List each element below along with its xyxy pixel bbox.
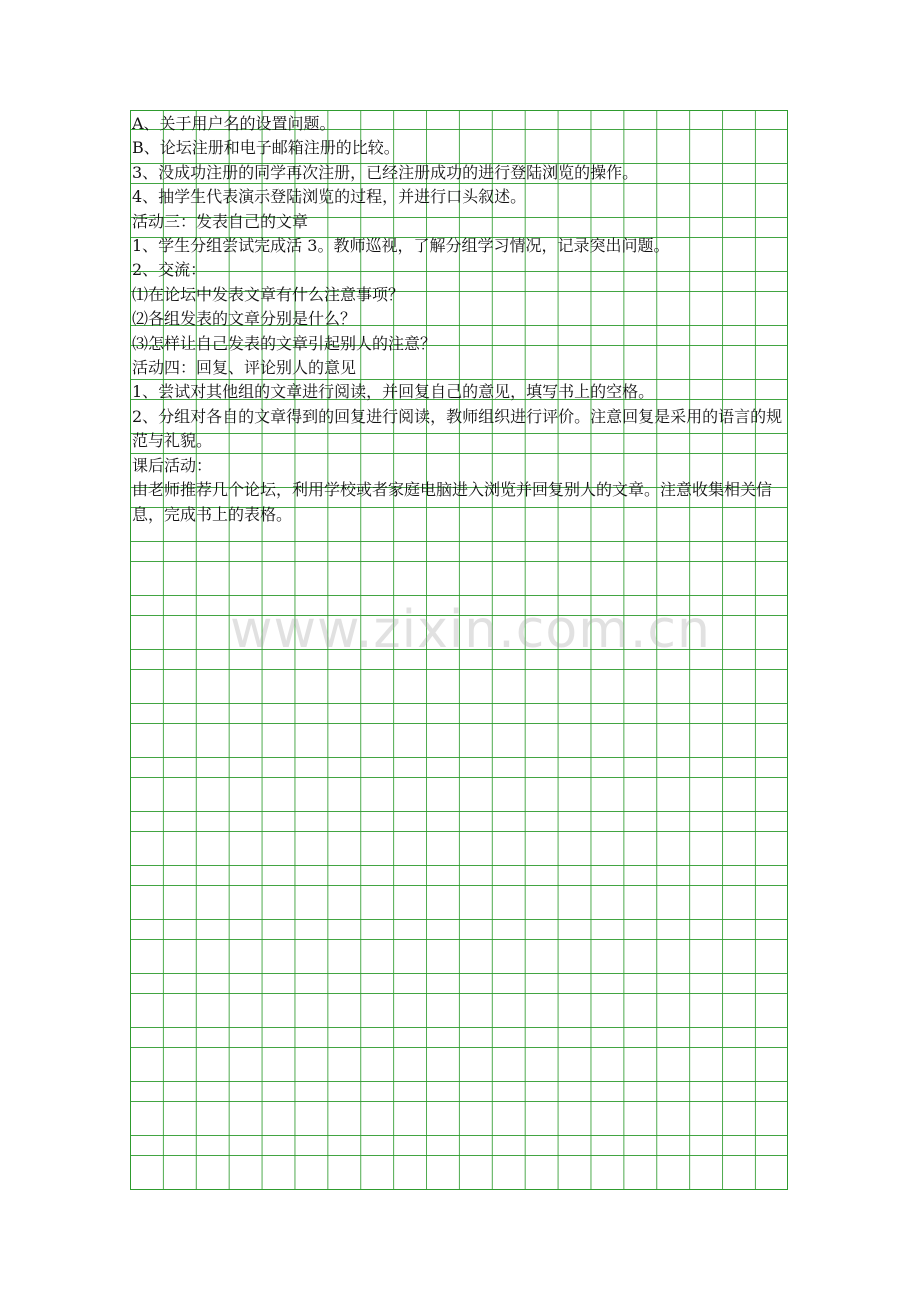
activity-three-heading: 活动三：发表自己的文章 <box>132 211 309 231</box>
text-line-activity4-1: 1、尝试对其他组的文章进行阅读，并回复自己的意见，填写书上的空格。 <box>132 382 655 402</box>
text-line-a: A、关于用户名的设置问题。 <box>132 114 336 133</box>
text-line-4: 4、抽学生代表演示登陆浏览的过程，并进行口头叙述。 <box>132 187 527 207</box>
activity-four-heading: 活动四：回复、评论别人的意见 <box>132 358 357 378</box>
question-2: ⑵各组发表的文章分别是什么？ <box>132 309 357 329</box>
text-paragraph-final: 由老师推荐几个论坛，利用学校或者家庭电脑进入浏览并回复别人的文章。注意收集相关信息，完成书上的表格。 <box>132 480 773 524</box>
after-class-heading: 课后活动： <box>132 455 213 475</box>
text-line-activity3-2: 2、交流： <box>132 260 207 280</box>
text-line-3: 3、没成功注册的同学再次注册，已经注册成功的进行登陆浏览的操作。 <box>132 162 639 182</box>
document-body <box>132 112 788 527</box>
question-1: ⑴在论坛中发表文章有什么注意事项？ <box>132 284 405 304</box>
text-line-b: B、论坛注册和电子邮箱注册的比较。 <box>132 138 400 158</box>
watermark: www.zixin.com.cn <box>230 600 711 660</box>
text-paragraph-activity4-2: 2、分组对各自的文章得到的回复进行阅读，教师组织进行评价。注意回复是采用的语言的规范与礼貌。 <box>132 406 783 451</box>
question-3: ⑶怎样让自己发表的文章引起别人的注意？ <box>132 333 437 353</box>
text-line-activity3-1: 1、学生分组尝试完成活 3。教师巡视，了解分组学习情况，记录突出问题。 <box>132 236 670 256</box>
